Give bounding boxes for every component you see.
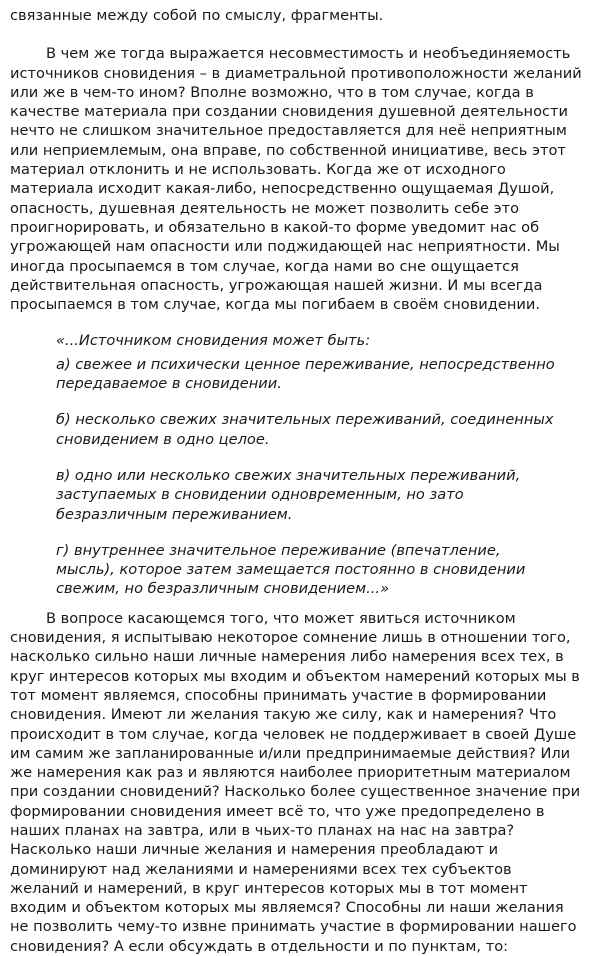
quote-intro: «...Источником сновидения может быть: <box>56 332 371 350</box>
quote-item-c: в) одно или несколько свежих значительных переживаний, заступаемых в сновидении одновременным, но зато безразличным переживанием. <box>56 466 521 523</box>
paragraph-fragment-end: связанные между собой по смыслу, фрагменты. <box>10 7 384 24</box>
quote-item-b: б) несколько свежих значительных переживаний, соединенных сновидением в одно целое. <box>56 411 554 448</box>
quote-item-a: а) свежее и психически ценное переживание, непосредственно передаваемое в сновидении. <box>56 355 555 393</box>
quote-block <box>56 331 582 598</box>
paragraph-incompatibility: В чем же тогда выражается несовместимость и необъединяемость источников сновидения – в диаметральной противоположности желаний или же в чем-то ином? Вполне возможно, что в том случае, когда в качестве материала при создании сновидения душевной деятельности нечто не слишком значительное предоставляется для неё неприятным или неприемлемым, она вправе, по собственной инициативе, весь этот материал отклонить и не использовать. Когда же от исходного материала исходит какая-либо, непосредственно ощущаемая Душой, опасность, душевная деятельность не может позволить себе это проигнорировать, и обязательно в какой-то форме уведомит нас об угрожающей нам опасности или поджидающей нас неприятности. Мы иногда просыпаемся в том случае, когда нами во сне ощущается действительная опасность, угрожающая нашей жизни. И мы всегда просыпаемся в том случае, когда мы погибаем в своём сновидении. <box>10 45 582 314</box>
paragraph-dream-source-question: В вопросе касающемся того, что может явиться источником сновидения, я испытываю некоторое сомнение лишь в отношении того, насколько сильно наши личные намерения либо намерения всех тех, в круг интересов которых мы входим и объектом намерений которых мы в тот момент являемся, способны принимать участие в формировании сновидения. Имеют ли желания такую же силу, как и намерения? Что происходит в том случае, когда человек не поддерживает в своей Душе им самим же запланированные и/или предпринимаемые действия? Или же намерения как раз и являются наиболее приоритетным материалом при создании сновидений? Насколько более существенное значение при формировании сновидения имеет всё то, что уже предопределено в наших планах на завтра, или в чьих-то планах на нас на завтра? Насколько наши личные желания и намерения преобладают и доминируют над желаниями и намерениями всех тех субъектов желаний и намерений, в круг интересов которых мы в тот момент входим и объектом которых мы являемся? Способны ли наши желания не позволить чему-то извне принимать участие в формировании нашего сновидения? А если обсуждать в отдельности и по пунктам, то: <box>10 609 581 955</box>
quote-item-d: г) внутреннее значительное переживание (впечатление, мысль), которое затем замещается постоянно в сновидении свежим, но безразличным сновидением...» <box>56 541 526 598</box>
